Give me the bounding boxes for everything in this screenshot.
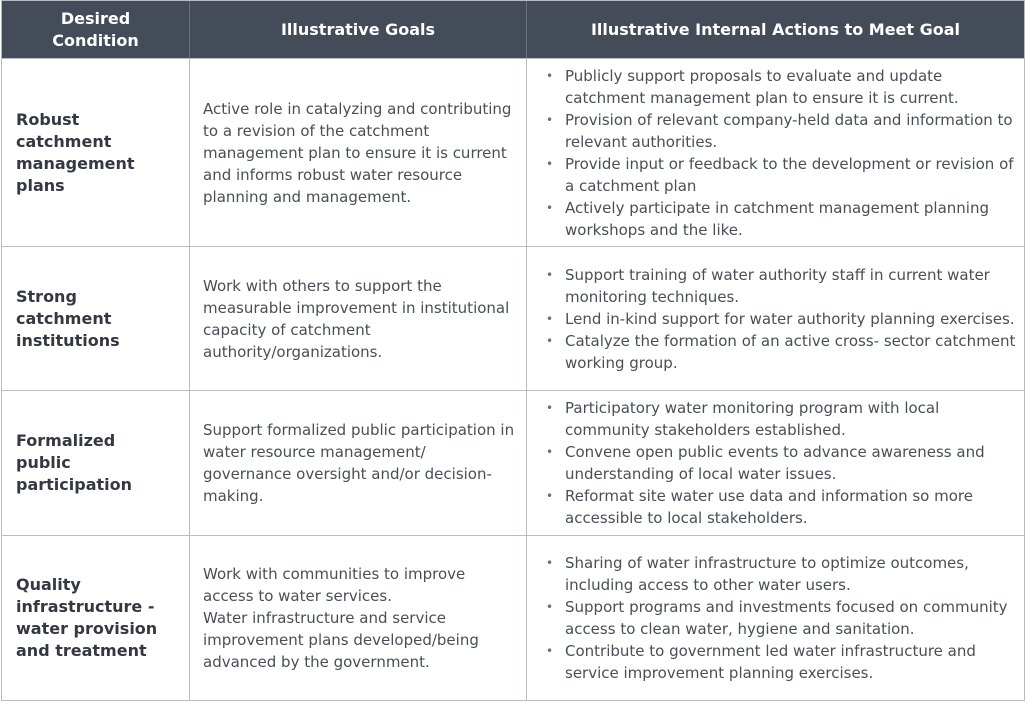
bullet-icon: • — [546, 311, 554, 326]
action-text: Reformat site water use data and information so more accessible to local stakeholders. — [565, 487, 973, 527]
list-item — [546, 552, 1016, 596]
action-text: Provide input or feedback to the development or revision of a catchment plan — [565, 154, 1014, 195]
actions-cell — [526, 59, 1024, 246]
list-item — [546, 109, 1016, 153]
bullet-icon: • — [546, 333, 554, 348]
list-item — [546, 65, 1016, 109]
header-goals-label: Illustrative Goals — [280, 20, 436, 39]
action-text: Provision of relevant company-held data and information to relevant authorities. — [565, 110, 1013, 151]
bullet-icon: • — [546, 644, 554, 658]
action-text: Support training of water authority staff in current water monitoring techniques. — [565, 265, 990, 306]
list-item — [546, 153, 1016, 197]
actions-list — [546, 264, 1016, 374]
condition-cell — [2, 391, 189, 535]
table-row — [2, 535, 1024, 700]
goal-cell — [189, 247, 526, 390]
bullet-icon: • — [546, 156, 554, 171]
action-text: Publicly support proposals to evaluate and update catchment management plan to ensure it is current. — [565, 66, 959, 107]
action-text: Participatory water monitoring program with local community stakeholders established. — [565, 399, 940, 439]
list-item — [546, 397, 1016, 441]
goal-text: Support formalized public participation in water resource management/ governance oversight and/or decision-making. — [203, 421, 515, 505]
action-text: Support programs and investments focused on community access to clean water, hygiene and sanitation. — [565, 598, 1008, 638]
table-row — [2, 246, 1024, 390]
goal-cell — [189, 391, 526, 535]
bullet-icon: • — [546, 445, 554, 459]
list-item — [546, 640, 1016, 684]
action-text: Convene open public events to advance awareness and understanding of local water issues. — [565, 443, 985, 483]
condition-label: Quality infrastructure - water provision and treatment — [16, 575, 158, 660]
bullet-icon: • — [546, 600, 554, 614]
action-text: Actively participate in catchment management planning workshops and the like. — [565, 198, 989, 239]
list-item — [546, 264, 1016, 308]
header-condition-label: Desired Condition — [52, 9, 139, 50]
list-item — [546, 197, 1016, 241]
header-actions-label: Illustrative Internal Actions to Meet Goal — [590, 20, 961, 39]
goal-text: Work with communities to improve access to water services. Water infrastructure and service improvement plans developed/being advanced by the government. — [203, 565, 479, 671]
list-item — [546, 596, 1016, 640]
actions-cell — [526, 536, 1024, 700]
conditions-table — [1, 0, 1025, 701]
list-item — [546, 485, 1016, 529]
goal-text: Active role in catalyzing and contributing to a revision of the catchment management plan to ensure it is current and informs robust water resource planning and management. — [203, 99, 512, 206]
table-header — [2, 1, 1024, 59]
condition-cell — [2, 59, 189, 246]
actions-list — [546, 65, 1016, 241]
action-text: Sharing of water infrastructure to optimize outcomes, including access to other water users. — [565, 554, 969, 594]
header-illustrative-goals — [189, 1, 526, 59]
list-item — [546, 330, 1016, 374]
bullet-icon: • — [546, 112, 554, 127]
bullet-icon: • — [546, 401, 554, 415]
goal-cell — [189, 59, 526, 246]
condition-cell — [2, 536, 189, 700]
bullet-icon: • — [546, 489, 554, 503]
condition-label: Strong catchment institutions — [16, 286, 120, 350]
goal-cell — [189, 536, 526, 700]
actions-cell — [526, 247, 1024, 390]
action-text: Catalyze the formation of an active cross- sector catchment working group. — [565, 331, 1016, 372]
bullet-icon: • — [546, 68, 554, 83]
action-text: Lend in-kind support for water authority planning exercises. — [565, 309, 1015, 328]
bullet-icon: • — [546, 267, 554, 282]
bullet-icon: • — [546, 200, 554, 215]
goal-text: Work with others to support the measurable improvement in institutional capacity of catchment authority/organizations. — [203, 276, 510, 361]
table-row — [2, 390, 1024, 535]
list-item — [546, 441, 1016, 485]
bullet-icon: • — [546, 556, 554, 570]
header-desired-condition — [2, 1, 189, 59]
list-item — [546, 308, 1016, 330]
header-illustrative-actions — [526, 1, 1024, 59]
actions-cell — [526, 391, 1024, 535]
actions-list — [546, 552, 1016, 684]
condition-cell — [2, 247, 189, 390]
condition-label: Robust catchment management plans — [16, 109, 135, 195]
actions-list — [546, 397, 1016, 529]
action-text: Contribute to government led water infrastructure and service improvement planning exercises. — [565, 642, 976, 682]
table-row — [2, 58, 1024, 246]
condition-label: Formalized public participation — [16, 431, 133, 494]
